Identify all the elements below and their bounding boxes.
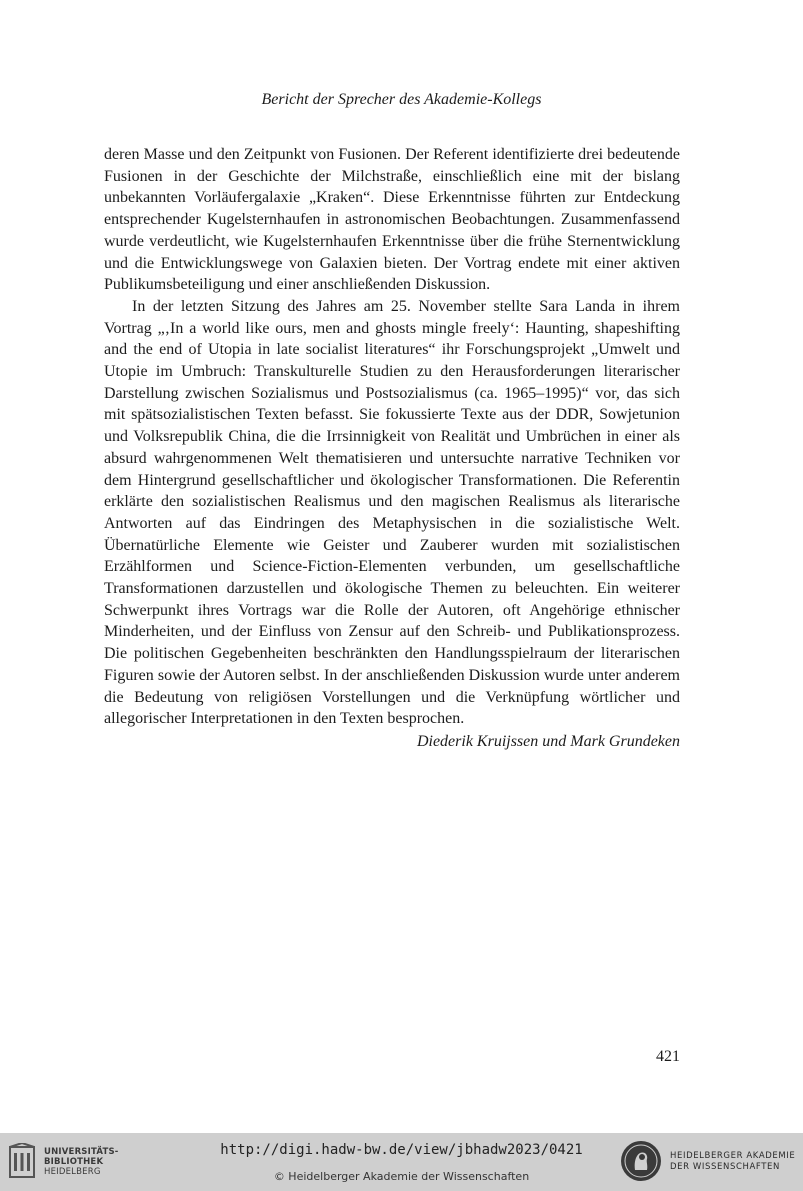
library-logo-line1: UNIVERSITÄTS- <box>44 1147 119 1157</box>
body-paragraph: deren Masse und den Zeitpunkt von Fusionen. Der Referent identifizierte drei bedeutende Fusionen in der Geschichte der Milchstraße, einschließlich eine mit der bislang unbekannten Vorläufergalaxie „Kraken“. Diese Erkenntnisse führten zur Entdeckung entsprechender Kugelsternhaufen in astronomischen Beobachtungen. Zusammenfassend wurde verdeutlicht, wie Kugelsternhaufen Erkenntnisse über die frühe Sternentwicklung und die Entwicklungswege von Galaxien bieten. Der Vortrag endete mit einer aktiven Publikumsbeteiligung und einer anschließenden Diskussion. <box>104 146 680 294</box>
running-title: Bericht der Sprecher des Akademie-Kollegs <box>261 91 542 108</box>
copyright-notice: © Heidelberger Akademie der Wissenschaften <box>273 1170 530 1183</box>
author-signature: Diederik Kruijssen und Mark Grundeken <box>416 732 680 750</box>
library-logo-line3: HEIDELBERG <box>44 1167 101 1177</box>
document-url-link[interactable]: http://digi.hadw-bw.de/view/jbhadw2023/0421 <box>220 1142 583 1158</box>
academy-seal-icon <box>620 1140 662 1182</box>
library-logo-line2: BIBLIOTHEK <box>44 1157 104 1167</box>
body-paragraph: In der letzten Sitzung des Jahres am 25. November stellte Sara Landa in ihrem Vortrag „‚In a world like ours, men and ghosts mingle freely‘: Haunting, shapeshifting and the end of Utopia in late socialist literatures“ ihr Forschungsprojekt „Umwelt und Utopie im Umbruch: Transkulturelle Studien zu den Herausforderungen literarischer Darstellung zwischen Sozialismus und Postsozialismus (ca. 1965–1995)“ vor, das sich mit spätsozialistischen Texten befasst. Sie fokussierte Texte aus der DDR, Sowjetunion und Volksrepublik China, die die Irrsinnigkeit von Realität und Umbrüchen in einer als absurd wahrgenommenen Welt thematisieren und untersuchte narrative Techniken vor dem Hintergrund gesellschaftlicher und ökologischer Transformationen. Die Referentin erklärte den sozialistischen Realismus und den magischen Realismus als literarische Antworten auf das Eindringen des Metaphysischen in die sozialistische Welt. Übernatürliche Elemente wie Geister und Zauberer wurden mit sozialistischen Erzählformen und Science-Fiction-Elementen verbunden, um gesellschaftliche Transformationen darzustellen und ökologische Themen zu beleuchten. Ein weiterer Schwerpunkt ihres Vortrags war die Rolle der Autoren, oft Angehörige ethnischer Minderheiten, und der Einfluss von Zensur auf den Schreib- und Publikationsprozess. Die politischen Gegebenheiten beschränkten den Handlungsspielraum der literarischen Figuren sowie der Autoren selbst. In der anschließenden Diskussion wurde unter anderem die Bedeutung von religiösen Vorstellungen und die Verknüpfung wörtlicher und allegorischer Interpretationen in den Texten besprochen. <box>104 297 680 728</box>
academy-logo-line1: HEIDELBERGER AKADEMIE <box>670 1151 796 1161</box>
page-number: 421 <box>656 1048 680 1065</box>
academy-logo-line2: DER WISSENSCHAFTEN <box>670 1162 780 1172</box>
academy-logo[interactable] <box>620 1140 800 1184</box>
viewer-footer <box>0 1133 803 1191</box>
article-body <box>104 144 680 753</box>
